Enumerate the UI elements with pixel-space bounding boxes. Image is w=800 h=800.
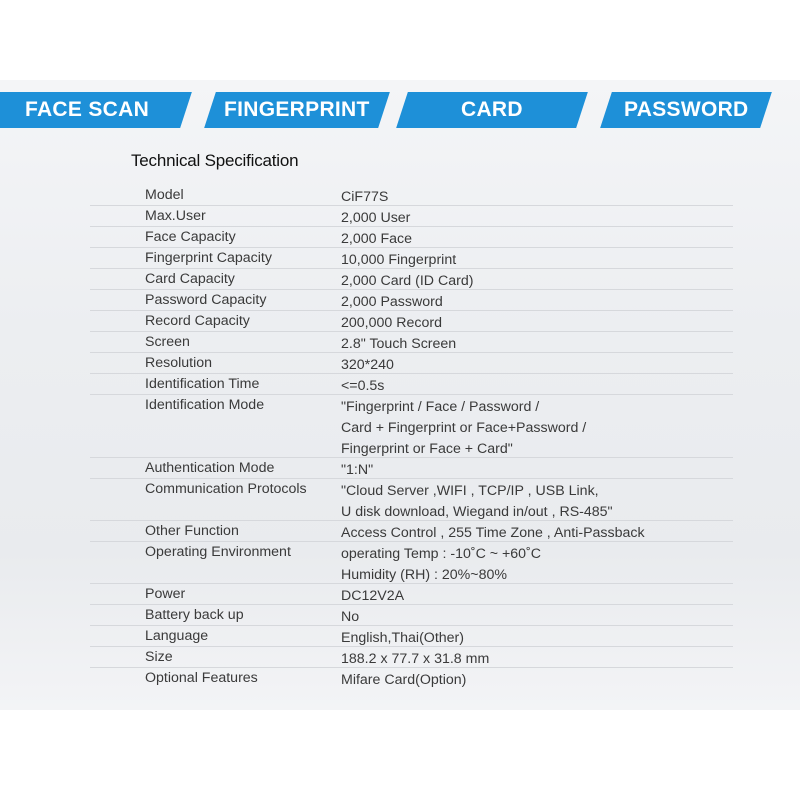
spec-label: Operating Environment [145, 544, 291, 560]
spec-row [90, 311, 733, 332]
spec-label: Other Function [145, 523, 239, 539]
spec-label: Communication Protocols [145, 481, 307, 497]
tab-fingerprint-label: FINGERPRINT [224, 98, 370, 121]
spec-row [90, 521, 733, 542]
tab-password-label: PASSWORD [623, 98, 749, 121]
spec-value-line: No [341, 609, 360, 625]
spec-value [341, 458, 733, 481]
spec-value-line: Access Control , 255 Time Zone , Anti-Passback [341, 525, 645, 541]
spec-value-line: 2,000 Card (ID Card) [341, 273, 474, 289]
spec-label: Battery back up [145, 607, 244, 623]
spec-label: Language [145, 628, 209, 644]
spec-label: Identification Mode [145, 397, 265, 413]
spec-value [341, 605, 733, 628]
spec-label: Authentication Mode [145, 460, 275, 476]
spec-label: Resolution [145, 355, 213, 371]
spec-value [341, 647, 733, 670]
tab-card-label: CARD [461, 98, 523, 121]
spec-row [90, 353, 733, 374]
spec-table [90, 185, 733, 688]
spec-value-line: CiF77S [341, 189, 389, 205]
spec-row [90, 479, 733, 521]
spec-value-line: 200,000 Record [341, 315, 442, 331]
spec-value-line: U disk download, Wiegand in/out , RS-485" [341, 504, 613, 520]
spec-row [90, 290, 733, 311]
spec-value [341, 311, 733, 334]
spec-value-line: 2,000 Face [341, 231, 412, 247]
spec-value-line: 2,000 User [341, 210, 411, 226]
spec-value-line: Fingerprint or Face + Card" [341, 441, 513, 457]
spec-label: Identification Time [145, 376, 260, 392]
spec-row [90, 605, 733, 626]
tab-face-scan [0, 92, 192, 128]
tab-fingerprint [204, 92, 390, 128]
spec-label: Password Capacity [145, 292, 267, 308]
spec-value [341, 227, 733, 250]
spec-value-line: "1:N" [341, 462, 374, 478]
spec-value-line: 10,000 Fingerprint [341, 252, 457, 268]
spec-label: Power [145, 586, 186, 602]
spec-row [90, 227, 733, 248]
spec-label: Screen [145, 334, 190, 350]
spec-value [341, 668, 733, 691]
spec-value [341, 542, 733, 586]
tab-face-scan-label: FACE SCAN [24, 98, 150, 121]
spec-label: Optional Features [145, 670, 258, 686]
spec-value-line: 188.2 x 77.7 x 31.8 mm [341, 651, 490, 667]
tab-password [600, 92, 772, 128]
spec-value-line: "Cloud Server ,WIFI , TCP/IP , USB Link, [341, 483, 599, 499]
spec-label: Max.User [145, 208, 206, 224]
spec-value-line: 2.8" Touch Screen [341, 336, 457, 352]
spec-row [90, 647, 733, 668]
spec-value [341, 269, 733, 292]
spec-row [90, 395, 733, 458]
spec-label: Model [145, 187, 184, 203]
spec-row [90, 185, 733, 206]
spec-value-line: <=0.5s [341, 378, 385, 394]
spec-row [90, 269, 733, 290]
spec-row [90, 584, 733, 605]
spec-label: Size [145, 649, 173, 665]
spec-value [341, 626, 733, 649]
spec-value [341, 290, 733, 313]
spec-label: Card Capacity [145, 271, 235, 287]
spec-value [341, 521, 733, 544]
spec-label: Fingerprint Capacity [145, 250, 272, 266]
spec-row [90, 626, 733, 647]
spec-row [90, 542, 733, 584]
spec-row [90, 374, 733, 395]
spec-value-line: Humidity (RH) : 20%~80% [341, 567, 507, 583]
spec-title: Technical Specification [131, 151, 299, 170]
spec-value [341, 353, 733, 376]
spec-value [341, 584, 733, 607]
tab-card [396, 92, 588, 128]
feature-tabs [0, 92, 800, 128]
spec-value-line: Card + Fingerprint or Face+Password / [341, 420, 587, 436]
spec-row [90, 458, 733, 479]
spec-row [90, 332, 733, 353]
spec-value-line: Mifare Card(Option) [341, 672, 467, 688]
spec-value-line: 2,000 Password [341, 294, 443, 310]
spec-value-line: English,Thai(Other) [341, 630, 465, 646]
spec-value [341, 479, 733, 523]
spec-value-line: DC12V2A [341, 588, 405, 604]
spec-value-line: 320*240 [341, 357, 394, 373]
spec-value-line: "Fingerprint / Face / Password / [341, 399, 540, 415]
spec-value [341, 248, 733, 271]
spec-value [341, 374, 733, 397]
spec-value [341, 185, 733, 208]
spec-row [90, 668, 733, 688]
spec-value [341, 332, 733, 355]
spec-value [341, 206, 733, 229]
spec-label: Face Capacity [145, 229, 236, 245]
spec-value-line: operating Temp : -10˚C ~ +60˚C [341, 546, 542, 562]
spec-value [341, 395, 733, 460]
spec-row [90, 206, 733, 227]
spec-label: Record Capacity [145, 313, 250, 329]
spec-row [90, 248, 733, 269]
